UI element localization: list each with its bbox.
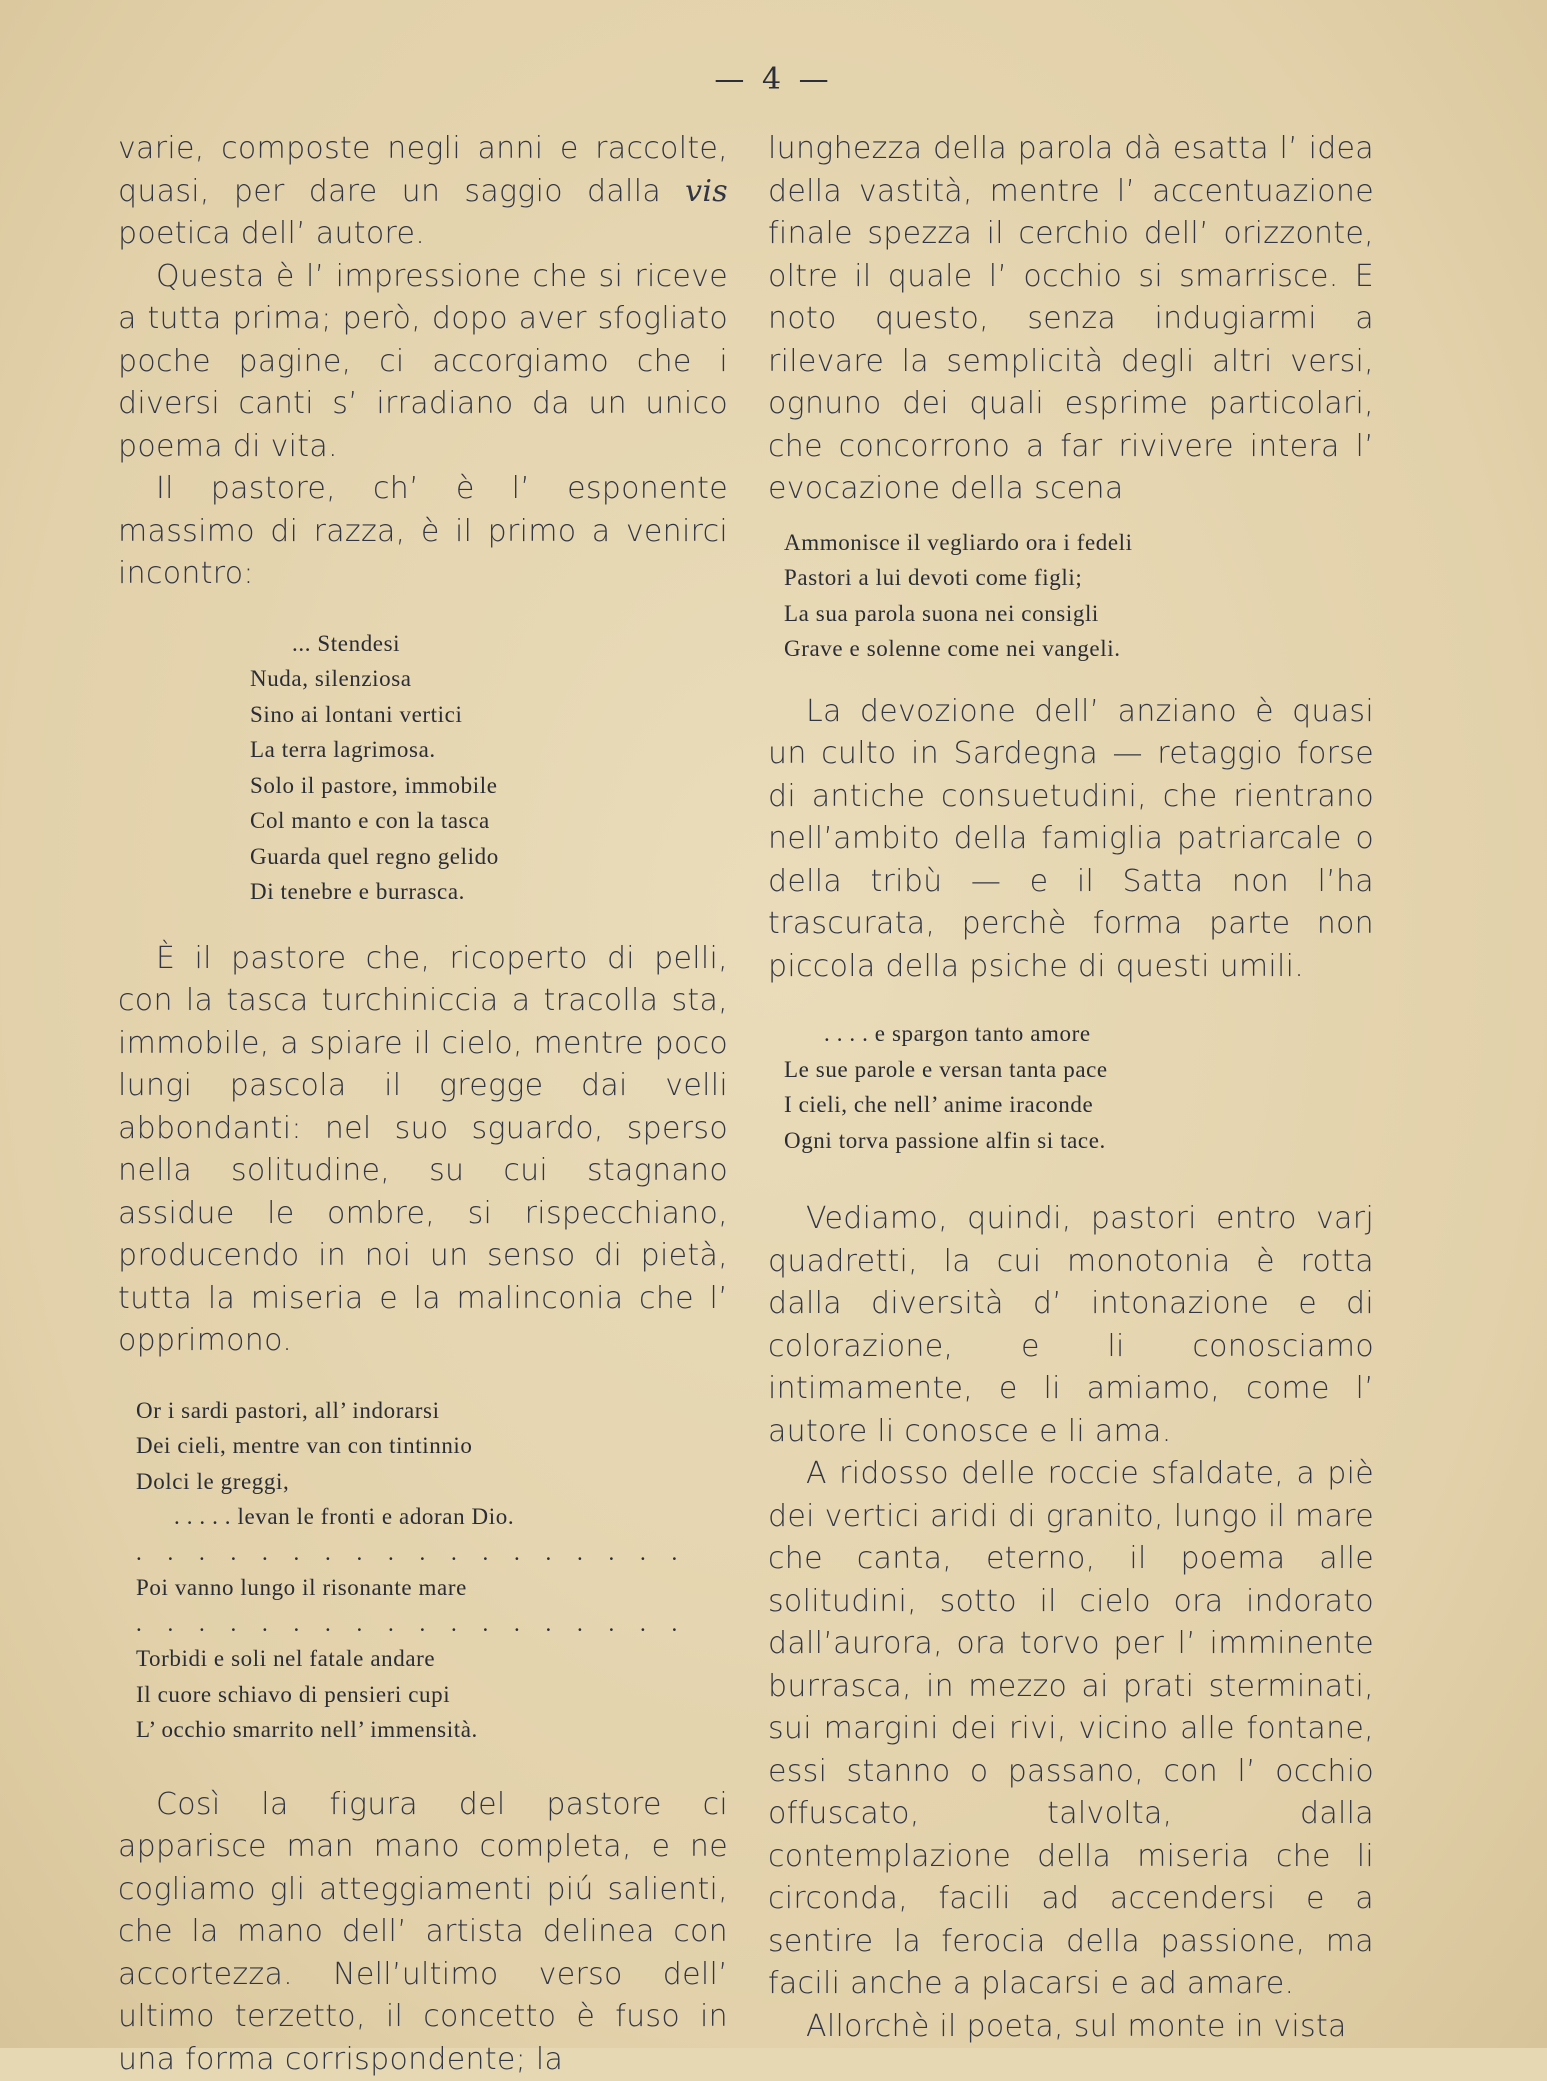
- verse-line: Di tenebre e burrasca.: [250, 874, 728, 910]
- verse-line: Ogni torva passione alfin si tace.: [784, 1123, 1374, 1159]
- verse-line: L’ occhio smarrito nell’ immensità.: [136, 1712, 728, 1748]
- paragraph: È il pastore che, ricoperto di pelli, con la tasca turchiniccia a tracolla sta, immobile, a spiare il cielo, mentre poco lungi pascola il gregge dai velli abbondanti: nel suo sguardo, sperso nella solitudine, su cui stagnano assidue le ombre, si rispecchiano, producendo in noi un senso di pietà, tutta la miseria e la malinconia che l’ opprimono.: [118, 938, 728, 1363]
- verse-block: [784, 1016, 1374, 1158]
- verse-line: Il cuore schiavo di pensieri cupi: [136, 1677, 728, 1713]
- verse-line: ... Stendesi: [292, 626, 728, 662]
- verse-line: Sino ai lontani vertici: [250, 697, 728, 733]
- verse-line: . . . . e spargon tanto amore: [824, 1016, 1374, 1052]
- right-column: [768, 132, 1374, 2048]
- verse-line: Dolci le greggi,: [136, 1464, 728, 1500]
- verse-line: Dei cieli, mentre van con tintinnio: [136, 1428, 728, 1464]
- verse-line: Or i sardi pastori, all’ indorarsi: [136, 1393, 728, 1429]
- verse-line: . . . . . levan le fronti e adoran Dio.: [174, 1499, 728, 1535]
- verse-block: [136, 1393, 728, 1748]
- paragraph: A ridosso delle roccie sfaldate, a piè dei vertici aridi di granito, lungo il mare che canta, eterno, il poema alle solitudini, sotto il cielo ora indorato dall’aurora, ora torvo per l’ imminente burrasca, in mezzo ai prati sterminati, sui margini dei rivi, vicino alle fontane, essi stanno o passano, con l’ occhio offuscato, talvolta, dalla contemplazione della miseria che li circonda, facili ad accendersi e a sentire la ferocia della passione, ma facili anche a placarsi e ad amare.: [768, 1453, 1374, 2006]
- paragraph: [118, 128, 728, 256]
- paragraph: Il pastore, ch’ è l’ esponente massimo di razza, è il primo a venirci incontro:: [118, 468, 728, 596]
- left-column: [118, 132, 728, 2081]
- page-number: — 4 —: [0, 62, 1547, 97]
- italic-word: vis: [685, 174, 728, 209]
- ellipsis-line: . . . . . . . . . . . . . . . . . .: [136, 1535, 728, 1571]
- verse-line: Poi vanno lungo il risonante mare: [136, 1570, 728, 1606]
- verse-line: Guarda quel regno gelido: [250, 839, 728, 875]
- verse-line: Pastori a lui devoti come figli;: [784, 560, 1374, 596]
- verse-line: La sua parola suona nei consigli: [784, 596, 1374, 632]
- ellipsis-line: . . . . . . . . . . . . . . . . . .: [136, 1606, 728, 1642]
- verse-block: [250, 626, 728, 910]
- paragraph: Così la figura del pastore ci apparisce man mano completa, e ne cogliamo gli atteggiamenti piú salienti, che la mano dell’ artista delinea con accortezza. Nell’ultimo verso dell’ ultimo terzetto, il concetto è fuso in una forma corrispondente; la: [118, 1784, 728, 2081]
- verse-line: Le sue parole e versan tanta pace: [784, 1052, 1374, 1088]
- verse-line: Solo il pastore, immobile: [250, 768, 728, 804]
- paragraph: Vediamo, quindi, pastori entro varj quadretti, la cui monotonia è rotta dalla diversità d’ intonazione e di colorazione, e li conosciamo intimamente, e li amiamo, come l’ autore li conosce e li ama.: [768, 1198, 1374, 1453]
- verse-line: Ammonisce il vegliardo ora i fedeli: [784, 525, 1374, 561]
- paragraph: Questa è l’ impressione che si riceve a tutta prima; però, dopo aver sfogliato poche pagine, ci accorgiamo che i diversi canti s’ irradiano da un unico poema di vita.: [118, 256, 728, 469]
- verse-line: La terra lagrimosa.: [250, 732, 728, 768]
- verse-line: Grave e solenne come nei vangeli.: [784, 631, 1374, 667]
- verse-line: Col manto e con la tasca: [250, 803, 728, 839]
- paragraph: lunghezza della parola dà esatta l’ idea della vastità, mentre l’ accentuazione finale spezza il cerchio dell’ orizzonte, oltre il quale l’ occhio si smarrisce. E noto questo, senza indugiarmi a rilevare la semplicità degli altri versi, ognuno dei quali esprime particolari, che concorrono a far rivivere intera l’ evocazione della scena: [768, 128, 1374, 511]
- paragraph: Allorchè il poeta, sul monte in vista: [768, 2006, 1374, 2049]
- verse-block: [784, 525, 1374, 667]
- paragraph-text: poetica dell’ autore.: [118, 216, 425, 251]
- verse-line: Nuda, silenziosa: [250, 661, 728, 697]
- paragraph-text: varie, composte negli anni e raccolte, quasi, per dare un saggio dalla: [118, 131, 728, 209]
- paragraph: La devozione dell’ anziano è quasi un culto in Sardegna — retaggio forse di antiche consuetudini, che rientrano nell’ambito della famiglia patriarcale o della tribù — e il Satta non l’ha trascurata, perchè forma parte non piccola della psiche di questi umili.: [768, 691, 1374, 989]
- verse-line: I cieli, che nell’ anime iraconde: [784, 1087, 1374, 1123]
- verse-line: Torbidi e soli nel fatale andare: [136, 1641, 728, 1677]
